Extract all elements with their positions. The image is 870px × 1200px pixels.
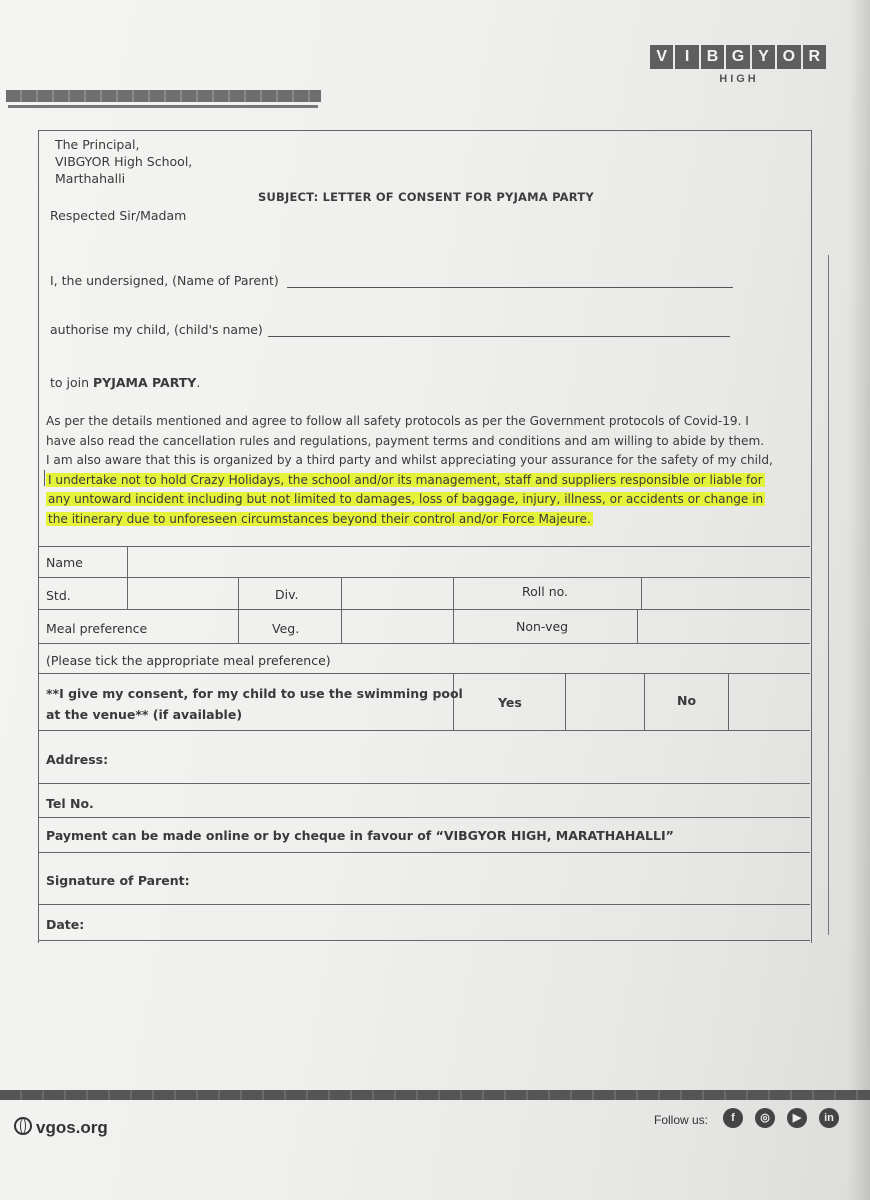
- linkedin-icon[interactable]: in: [819, 1108, 839, 1128]
- letter-subject: SUBJECT: LETTER OF CONSENT FOR PYJAMA PARTY: [258, 190, 594, 204]
- event-name: PYJAMA PARTY: [93, 375, 197, 390]
- table-divider: [238, 577, 239, 643]
- logo-letter: G: [726, 45, 749, 69]
- table-row: [38, 673, 810, 674]
- table-divider: [644, 673, 645, 730]
- table-divider: [637, 609, 638, 643]
- roll-label: Roll no.: [522, 584, 569, 599]
- logo-letter: B: [701, 45, 724, 69]
- margin-mark: [44, 470, 45, 486]
- vibgyor-logo: [650, 45, 828, 85]
- join-suffix: .: [196, 375, 201, 390]
- paragraph-line: I am also aware that this is organized by a third party and whilst appreciating your assurance for the safety of my child,: [46, 453, 773, 467]
- veg-checkbox[interactable]: [346, 614, 446, 638]
- addressee-location: Marthahalli: [55, 171, 126, 186]
- swimming-consent-text-2: at the venue** (if available): [46, 707, 243, 722]
- website-link[interactable]: [14, 1117, 108, 1138]
- meal-preference-label: Meal preference: [46, 621, 148, 636]
- date-label: Date:: [46, 917, 85, 932]
- logo-letter: Y: [752, 45, 775, 69]
- logo-subtitle: HIGH: [719, 73, 759, 85]
- table-row: [38, 940, 810, 941]
- table-row: [38, 852, 810, 853]
- salutation: Respected Sir/Madam: [50, 208, 187, 223]
- table-row: [38, 546, 810, 547]
- parent-name-label: I, the undersigned, (Name of Parent): [50, 273, 279, 288]
- roll-input[interactable]: [646, 582, 796, 604]
- logo-letters: [650, 45, 828, 69]
- paragraph-line: have also read the cancellation rules and regulations, payment terms and conditions and am willing to abide by them.: [46, 433, 765, 448]
- parent-name-field[interactable]: [287, 287, 733, 288]
- std-label: Std.: [46, 588, 71, 603]
- swimming-consent-text: **I give my consent, for my child to use the swimming pool: [46, 686, 463, 701]
- veg-option: Veg.: [272, 621, 300, 636]
- logo-letter: I: [675, 45, 698, 69]
- table-divider: [453, 673, 454, 730]
- tel-label: Tel No.: [46, 796, 94, 811]
- highlighted-line: any untoward incident including but not limited to damages, loss of baggage, injury, illness, or accidents or change in: [48, 492, 764, 506]
- highlighted-line: the itinerary due to unforeseen circumstances beyond their control and/or Force Majeure.: [48, 511, 591, 526]
- facebook-icon[interactable]: f: [723, 1108, 743, 1128]
- no-option: No: [677, 693, 697, 708]
- website-text: vgos.org: [36, 1118, 108, 1137]
- date-input[interactable]: [95, 910, 795, 934]
- name-input[interactable]: [132, 552, 802, 574]
- address-label: Address:: [46, 752, 109, 767]
- table-row: [38, 783, 810, 784]
- div-label: Div.: [275, 587, 299, 602]
- table-row: [38, 730, 810, 731]
- table-divider: [641, 577, 642, 609]
- table-row: [38, 609, 810, 610]
- globe-icon: [14, 1117, 32, 1135]
- join-prefix: to join: [50, 375, 94, 390]
- logo-letter: R: [803, 45, 826, 69]
- table-row: [38, 577, 810, 578]
- payment-note: Payment can be made online or by cheque in favour of “VIBGYOR HIGH, MARATHAHALLI”: [46, 828, 674, 843]
- addressee-line: The Principal,: [55, 137, 140, 152]
- signature-field[interactable]: [190, 860, 800, 898]
- std-input[interactable]: [132, 582, 232, 604]
- tel-input[interactable]: [110, 790, 800, 812]
- logo-letter: V: [650, 45, 673, 69]
- yes-option: Yes: [498, 695, 522, 710]
- table-row: [38, 904, 810, 905]
- table-row: [38, 817, 810, 818]
- table-divider: [127, 546, 128, 609]
- join-line: [50, 375, 200, 390]
- addressee-school: VIBGYOR High School,: [55, 154, 193, 169]
- nonveg-checkbox[interactable]: [642, 614, 792, 638]
- header-decorative-rule: [8, 105, 318, 108]
- table-divider: [565, 673, 566, 730]
- form-frame: [38, 130, 812, 943]
- page-side-line: [828, 255, 829, 935]
- paragraph-line: As per the details mentioned and agree to follow all safety protocols as per the Government protocols of Covid-19. I: [46, 414, 749, 428]
- logo-letter: O: [777, 45, 800, 69]
- no-checkbox[interactable]: [733, 680, 801, 724]
- follow-us-label: Follow us:: [654, 1113, 709, 1127]
- table-row: [38, 643, 810, 644]
- signature-label: Signature of Parent:: [46, 873, 190, 888]
- child-name-field[interactable]: [268, 336, 730, 337]
- meal-note: (Please tick the appropriate meal preference): [46, 653, 331, 668]
- consent-paragraph: [46, 412, 800, 529]
- address-input[interactable]: [120, 738, 800, 778]
- header-decorative-bar: [6, 90, 321, 102]
- nonveg-option: Non-veg: [516, 619, 569, 634]
- table-divider: [341, 577, 342, 643]
- child-name-label: authorise my child, (child's name): [50, 322, 263, 337]
- footer-decorative-bar: [0, 1090, 870, 1100]
- highlighted-line: I undertake not to hold Crazy Holidays, the school and/or its management, staff and suppliers responsible or liable for: [48, 472, 763, 487]
- youtube-icon[interactable]: ▶: [787, 1108, 807, 1128]
- table-divider: [453, 577, 454, 643]
- name-label: Name: [46, 555, 83, 570]
- div-input[interactable]: [346, 582, 446, 604]
- table-divider: [728, 673, 729, 730]
- page-edge-shadow: [848, 0, 870, 1200]
- instagram-icon[interactable]: ◎: [755, 1108, 775, 1128]
- yes-checkbox[interactable]: [570, 680, 638, 724]
